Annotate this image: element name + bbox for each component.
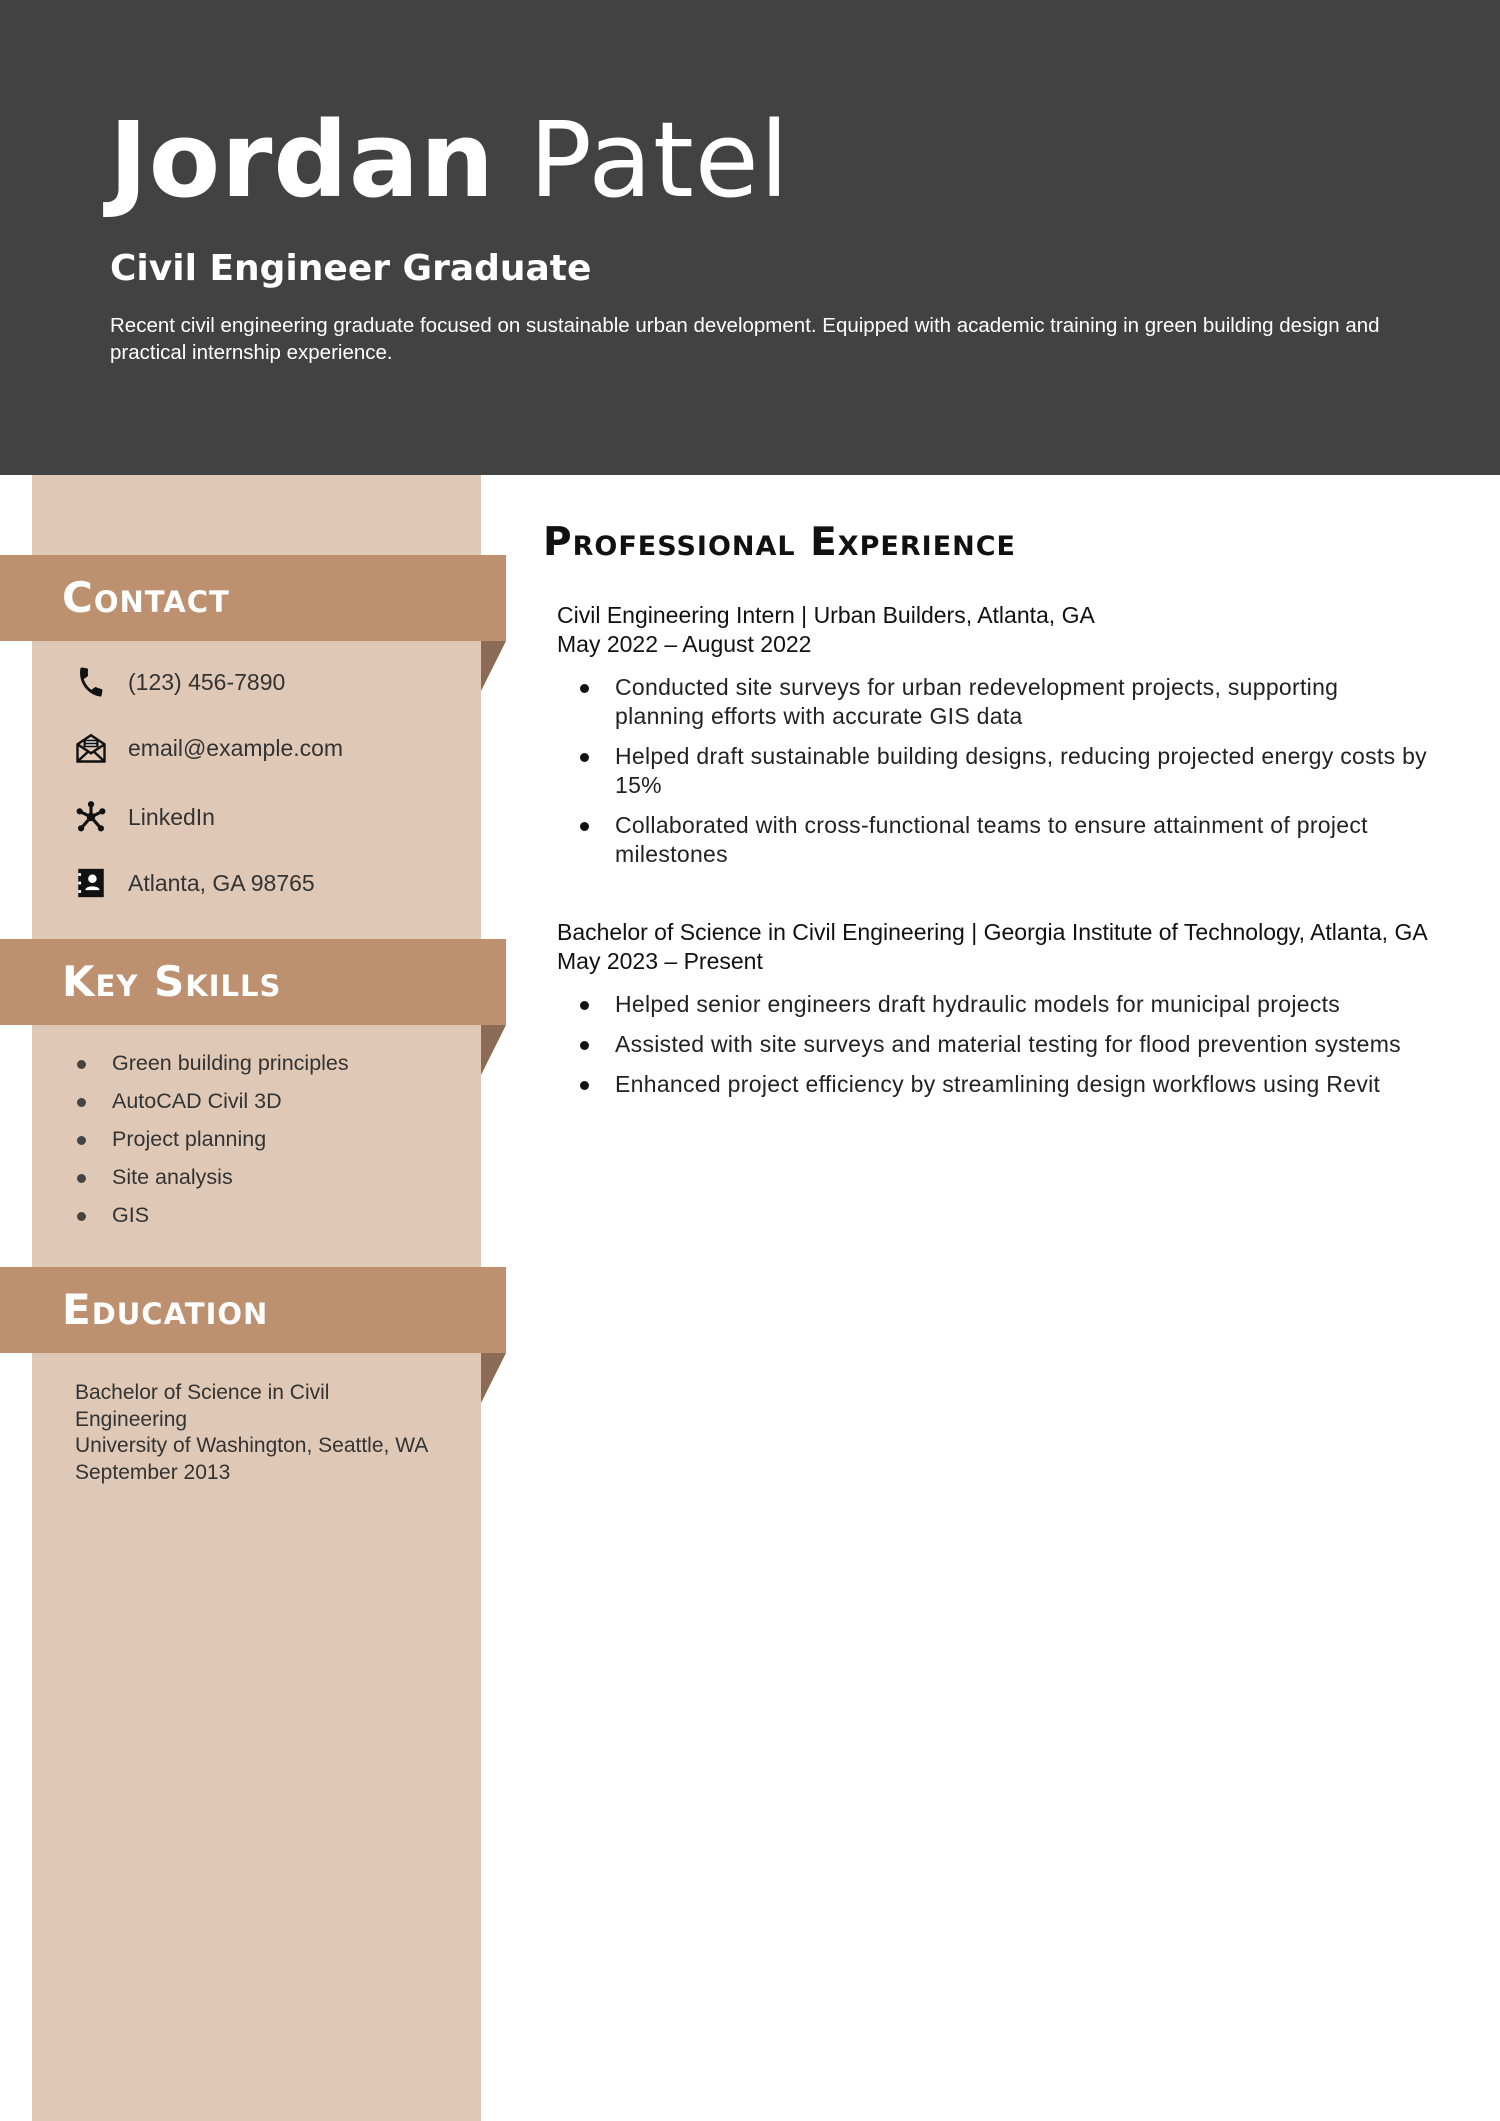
last-name: Patel <box>529 99 790 221</box>
experience-bullet: Collaborated with cross-functional teams to ensure attainment of project milestones <box>557 811 1405 869</box>
experience-bullet: Helped draft sustainable building designs, reducing projected energy costs by 15% <box>557 742 1465 800</box>
experience-entry <box>557 918 1457 1110</box>
experience-org: Georgia Institute of Technology, Atlanta, GA <box>983 919 1428 945</box>
contact-linkedin[interactable] <box>72 797 215 837</box>
resume-header <box>0 0 1500 475</box>
phone-icon <box>72 663 110 701</box>
education-section-header <box>0 1267 506 1353</box>
experience-bullets <box>557 673 1457 869</box>
contact-address[interactable] <box>72 863 315 903</box>
education-entry <box>75 1380 475 1486</box>
experience-bullet: Helped senior engineers draft hydraulic models for municipal projects <box>557 990 1457 1019</box>
experience-bullets <box>557 990 1457 1099</box>
education-fold-shadow <box>481 1353 506 1403</box>
experience-dates: May 2023 – Present <box>557 948 763 974</box>
skills-list <box>72 1044 349 1234</box>
envelope-icon <box>72 729 110 767</box>
linkedin-link[interactable]: LinkedIn <box>128 803 215 830</box>
email-address: email@example.com <box>128 734 344 761</box>
experience-bullet: Conducted site surveys for urban redevelopment projects, supporting planning efforts with accurate GIS data <box>557 673 1375 731</box>
skills-fold-shadow <box>481 1025 506 1075</box>
experience-entry <box>557 601 1457 880</box>
contact-title: Contact <box>62 573 230 622</box>
experience-heading: Bachelor of Science in Civil Engineering | Georgia Institute of Technology, Atlanta, GA <box>557 919 1428 945</box>
skill-item: Green building principles <box>72 1044 349 1082</box>
skill-item: AutoCAD Civil 3D <box>72 1082 349 1120</box>
contact-email[interactable] <box>72 728 343 768</box>
experience-heading: Civil Engineering Intern | Urban Builders, Atlanta, GA <box>557 602 1095 628</box>
address-book-icon <box>72 864 110 902</box>
profile-summary: Recent civil engineering graduate focused on sustainable urban development. Equipped with academic training in green building design and practical internship experience. <box>110 314 1380 364</box>
candidate-name <box>109 99 790 221</box>
job-title: Civil Engineer Graduate <box>110 248 592 289</box>
experience-org: Urban Builders, Atlanta, GA <box>813 602 1095 628</box>
experience-role: Civil Engineering Intern <box>557 602 795 628</box>
contact-section-header <box>0 555 506 641</box>
network-icon <box>72 798 110 836</box>
skill-item: Project planning <box>72 1120 349 1158</box>
skill-item: GIS <box>72 1196 349 1234</box>
experience-title: Professional Experience <box>543 520 1016 565</box>
experience-bullet: Assisted with site surveys and material testing for flood prevention systems <box>557 1030 1457 1059</box>
skills-title: Key Skills <box>62 957 282 1006</box>
experience-role: Bachelor of Science in Civil Engineering <box>557 919 965 945</box>
education-school: University of Washington, Seattle, WA <box>75 1434 429 1457</box>
phone-number: (123) 456-7890 <box>128 668 286 695</box>
first-name: Jordan <box>109 99 496 221</box>
skills-section-header <box>0 939 506 1025</box>
experience-bullet: Enhanced project efficiency by streamlining design workflows using Revit <box>557 1070 1457 1099</box>
location: Atlanta, GA 98765 <box>128 869 315 896</box>
skill-item: Site analysis <box>72 1158 349 1196</box>
contact-fold-shadow <box>481 641 506 691</box>
education-date: September 2013 <box>75 1460 231 1484</box>
education-degree: Bachelor of Science in Civil Engineering <box>75 1381 330 1431</box>
experience-dates: May 2022 – August 2022 <box>557 631 812 657</box>
contact-phone[interactable] <box>72 662 285 702</box>
education-title: Education <box>62 1285 269 1334</box>
